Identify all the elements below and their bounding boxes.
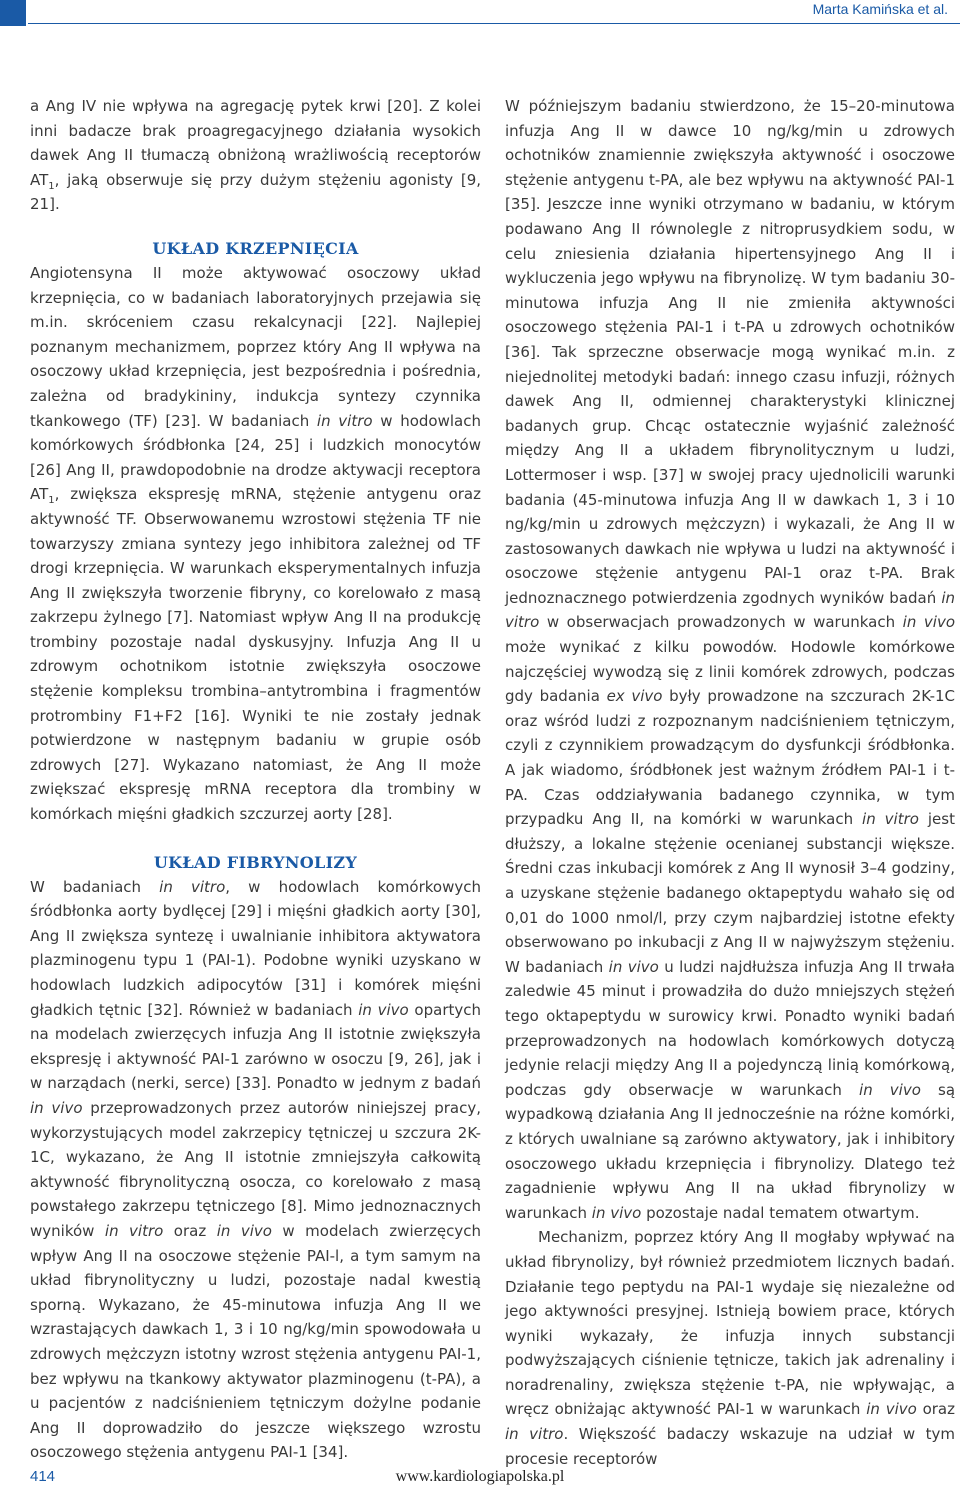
right-column xyxy=(505,94,955,1471)
header-accent-square xyxy=(0,0,26,26)
paragraph-coagulation: Angiotensyna II może aktywować osoczowy układ krzepnięcia, co w badaniach laboratoryjnych przejawia się m.in. skróceniem czasu rekalcynacji [22]. Najlepiej poznanym mechanizmem, poprzez który Ang II wpływa na osoczowy układ krzepnięcia, jest bezpośrednia i pośrednia, zależna od bradykininy, indukcja syntezy czynnika tkankowego (TF) [23]. W badaniach in vitro w hodowlach komórkowych śródbłonka [24, 25] i ludzkich monocytów [26] Ang II, prawdopodobnie na drodze aktywacji receptora $AT_1$, zwiększa ekspresję mRNA, stężenie antygenu oraz aktywność TF. Obserwowanemu wzrostowi stężenia TF nie towarzyszy zmiana syntezy jego inhibitora zależnej od TF drogi krzepnięcia. W warunkach eksperymentalnych infuzja Ang II zwiększyła tworzenie fibryny, co korelowało z masą zakrzepu żylnego [7]. Natomiast wpływ Ang II na produkcję trombiny pozostaje nadal dyskusyjny. Infuzja Ang II u zdrowym ochotnikom istotnie zwiększyła osoczowe stężenie kompleksu trombina–antytrombina i fragmentów protrombiny F1+F2 [16]. Wyniki te nie zostały jednak potwierdzone w następnym badaniu w grupie osób zdrowych [27]. Wykazano natomiast, że Ang II może zwiększać ekspresję mRNA receptora dla trombiny w komórkach mięśni gładkich szczurzej aorty [28]. xyxy=(30,263,481,824)
section-heading-fibrinolysis: UKŁAD FIBRYNOLIZY xyxy=(153,852,358,872)
header-rule xyxy=(28,23,960,24)
running-head-author: Marta Kamińska et al. xyxy=(812,1,948,17)
left-column xyxy=(30,94,481,1465)
section-heading-coagulation: UKŁAD KRZEPNIĘCIA xyxy=(152,238,359,258)
page-number: 414 xyxy=(30,1468,56,1485)
paragraph-fibrinolysis: W badaniach in vitro, w hodowlach komórkowych śródbłonka aorty bydlęcej [29] i mięśni gładkich aorty [30], Ang II zwiększa syntezę i uwalnianie inhibitora aktywatora plazminogenu typu 1 (PAI-1). Podobne wyniki uzyskano w hodowlach ludzkich adipocytów [31] i komórek mięśni gładkich tętnic [32]. Również w badaniach in vivo opartych na modelach zwierzęcych infuzja Ang II istotnie zwiększyła ekspresję i aktywność PAI-1 zarówno w osoczu [9, 26], jak i w narządach (nerki, serce) [33]. Ponadto w jednym z badań in vivo przeprowadzonych przez autorów niniejszej pracy, wykorzystujących model zakrzepicy tętniczej u szczura 2K-1C, wykazano, że Ang II istotnie zmniejszyła całkowitą aktywność fibrynolityczną osocza, co korelowało z masą powstałego zakrzepu tętniczego [8]. Mimo jednoznacznych wyników in vitro oraz in vivo w modelach zwierzęcych wpływ Ang II na osoczowe stężenie PAI-l, a tym samym na układ fibrynolityczny u ludzi, pozostaje nadal kwestią sporną. Wykazano, że 45-minutowa infuzja Ang II we wzrastających dawkach 1, 3 i 10 ng/kg/min spowodowała u zdrowych mężczyzn istotny wzrost stężenia antygenu PAI-1, bez wpływu na tkankowy aktywator plazminogenu (t-PA), a u pacjentów z nadciśnieniem tętniczym dożylne podanie Ang II doprowadziło do jeszcze większego wzrostu osoczowego stężenia antygenu PAI-1 [34]. xyxy=(30,877,482,1462)
paragraph-tpa-results: W późniejszym badaniu stwierdzono, że 15–20-minutowa infuzja Ang II w dawce 10 ng/kg/min u zdrowych ochotników znamiennie zwiększyła aktywność i osoczowe stężenie antygenu t-PA, ale bez wpływu na aktywność PAI-1 [35]. Jeszcze inne wyniki otrzymano w badaniu, w którym podawano Ang II równolegle z nitroprusydkiem sodu, w celu zniesienia działania hipertensyjnego Ang II i wykluczenia jego wpływu na fibrynolizę. W tym badaniu 30-minutowa infuzja Ang II nie zmieniła aktywności osoczowego stężenia PAI-1 i t-PA u zdrowych ochotników [36]. Tak sprzeczne obserwacje mogą wynikać m.in. z niejednolitej metodyki badań: innego czasu infuzji, różnych dawek Ang II, odmiennej charakterystyki klinicznej badanych grup. Chcąc ostatecznie wyjaśnić zależność między Ang II a układem fibrynolitycznym u ludzi, Lottermoser i wsp. [37] w swojej pracy ujednolicili warunki badania (45-minutowa infuzja Ang II w dawkach 1, 3 i 10 ng/kg/min u zdrowych mężczyzn) i wykazali, że Ang II w zastosowanych dawkach nie wpływa u ludzi na aktywność i osoczowe stężenie antygenu PAI-1 oraz t-PA. Brak jednoznacznego potwierdzenia zgodnych wyników badań in vitro w obserwacjach prowadzonych w warunkach in vivo może wynikać z kilku powodów. Hodowle komórkowe najczęściej wywodzą się z linii komórek zdrowych, podczas gdy badania ex vivo były prowadzone na szczurach 2K-1C oraz wśród ludzi z rozpoznanym nadciśnieniem tętniczym, czyli z czynnikiem prowadzącym do dysfunkcji śródbłonka. A jak wiadomo, śródbłonek jest ważnym źródłem PAI-1 i t-PA. Czas oddziaływania badanego czynnika, w tym przypadku Ang II, na komórki w warunkach in vitro jest dłuższy, a lokalne stężenie ocenianej substancji większe. Średni czas inkubacji komórek z Ang II wynosił 3–4 godziny, a uzyskane stężenie badanego oktapeptydu wahało się od 0,01 do 1000 nmol/l, przy czym najbardziej istotne efekty obserwowano po inkubacji z Ang II w najwyższym stężeniu. W badaniach in vivo u ludzi najdłuższa infuzja Ang II trwała zaledwie 45 minut i prowadziła do dużo mniejszych stężeń tego oktapeptydu w surowicy krwi. Ponadto wyniki badań przeprowadzonych na hodowlach komórkowych dotyczą jedynie relacji między Ang II a pojedynczą linią komórkową, podczas gdy obserwacje w warunkach in vivo są wypadkową działania Ang II jednocześnie na różne komórki, z których uwalniane są zarówno aktywatory, jak i inhibitory osoczowego układu krzepnięcia i fibrynolizy. Dlatego też zagadnienie wpływu Ang II na układ fibrynolizy w warunkach in vivo pozostaje nadal tematem otwartym. xyxy=(505,97,956,1222)
paragraph-mechanism: Mechanizm, poprzez który Ang II mogłaby wpływać na układ fibrynolizy, był również przedmiotem licznych badań. Działanie tego peptydu na PAI-1 wydaje się niezależne od jego aktywności presyjnej. Istnieją bowiem prace, których wyniki wykazały, że infuzja innych substancji podwyższających ciśnienie tętnicze, takich jak adrenaliny i noradrenaliny, zwiększa stężenie t-PA, nie wpływając, a wręcz obniżając aktywność PAI-1 w warunkach in vivo oraz in vitro. Większość badaczy wskazuje na udział w tym procesie receptorów xyxy=(505,1228,955,1468)
journal-url: www.kardiologiapolska.pl xyxy=(395,1468,565,1485)
paragraph-intro: a Ang IV nie wpływa na agregację pytek krwi [20]. Z kolei inni badacze brak proagregacyjnego działania wysokich dawek Ang II tłumaczą obniżoną wrażliwością receptorów $AT_1$, jaką obserwuje się przy dużym stężeniu agonisty [9, 21]. xyxy=(30,97,481,214)
